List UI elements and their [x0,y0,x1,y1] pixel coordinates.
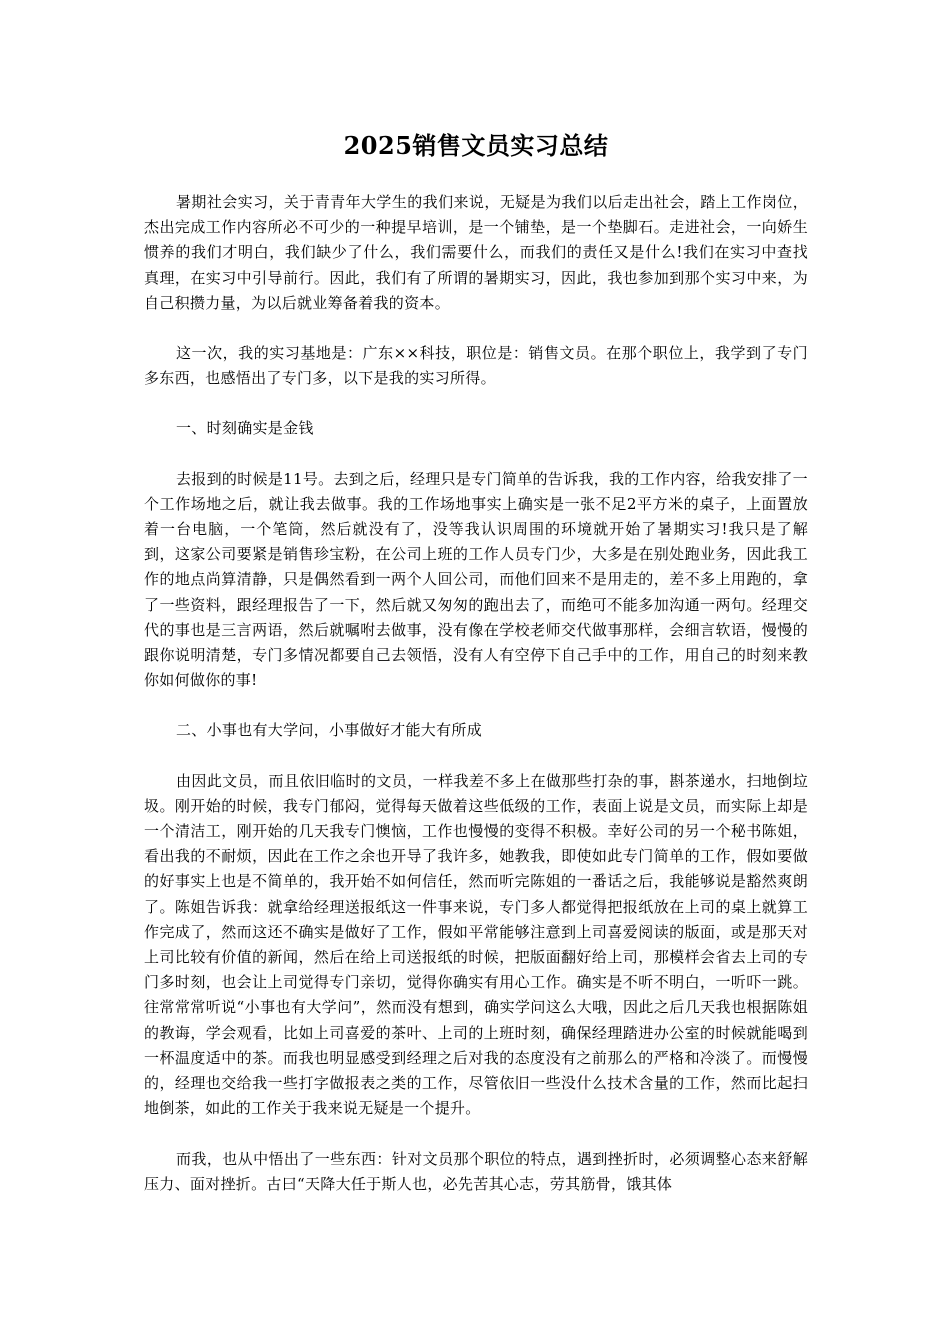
section-heading-1: 一、时刻确实是金钱 [176,419,314,438]
paragraph-section-1: 去报到的时候是11号。去到之后，经理只是专门简单的告诉我，我的工作内容，给我安排了一个工作场地之后，就让我去做事。我的工作场地事实上确实是一张不足2平方米的桌子，上面置放着一台电脑，一个笔筒，然后就没有了，没等我认识周围的环境就开始了暑期实习!我只是了解到，这家公司要紧是销售珍宝粉，在公司上班的工作人员专门少，大多是在别处跑业务，因此我工作的地点尚算清静，只是偶然看到一两个人回公司，而他们回来不是用走的，差不多上用跑的，拿了一些资料，跟经理报告了一下，然后就又匆匆的跑出去了，而绝可不能多加沟通一两句。经理交代的事也是三言两语，然后就嘱咐去做事，没有像在学校老师交代做事那样，会细言软语，慢慢的跟你说明清楚，专门多情况都要自己去领悟，没有人有空停下自己手中的工作，用自己的时刻来教你如何做你的事! [144,469,808,690]
paragraph-reflection: 而我，也从中悟出了一些东西：针对文员那个职位的特点，遇到挫折时，必须调整心态来舒解压力、面对挫折。古曰“天降大任于斯人也，必先苦其心志，劳其筋骨，饿其体 [144,1149,808,1193]
document-page [144,120,808,1222]
paragraph-internship-base: 这一次，我的实习基地是：广东××科技，职位是：销售文员。在那个职位上，我学到了专门多东西，也感悟出了专门多，以下是我的实习所得。 [144,344,808,388]
document-title: 2025销售文员实习总结 [343,131,609,160]
paragraph-intro: 暑期社会实习，关于青青年大学生的我们来说，无疑是为我们以后走出社会，踏上工作岗位，杰出完成工作内容所必不可少的一种提早培训，是一个铺垫，是一个垫脚石。走进社会，一向娇生惯养的我们才明白，我们缺少了什么，我们需要什么，而我们的责任又是什么!我们在实习中查找真理，在实习中引导前行。因此，我们有了所谓的暑期实习，因此，我也参加到那个实习中来，为自己积攒力量，为以后就业筹备着我的资本。 [144,193,808,312]
section-heading-2: 二、小事也有大学问，小事做好才能大有所成 [176,721,483,740]
paragraph-section-2: 由因此文员，而且依旧临时的文员，一样我差不多上在做那些打杂的事，斟茶递水，扫地倒垃圾。刚开始的时候，我专门郁闷，觉得每天做着这些低级的工作，表面上说是文员，而实际上却是一个清洁工，刚开始的几天我专门懊恼，工作也慢慢的变得不积极。幸好公司的另一个秘书陈姐，看出我的不耐烦，因此在工作之余也开导了我许多，她教我，即使如此专门简单的工作，假如要做的好事实上也是不简单的，我开始不如何信任，然而听完陈姐的一番话之后，我能够说是豁然爽朗了。陈姐告诉我：就拿给经理送报纸这一件事来说，专门多人都觉得把报纸放在上司的桌上就算工作完成了，然而这还不确实是做好了工作，假如平常能够注意到上司喜爱阅读的版面，或是那天对上司比较有价值的新闻，然后在给上司送报纸的时候，把版面翻好给上司，那模样会省去上司的专门多时刻，也会让上司觉得专门亲切，觉得你确实有用心工作。确实是不听不明白，一听吓一跳。往常常常听说“小事也有大学问”，然而没有想到，确实学问这么大哦，因此之后几天我也根据陈姐的教诲，学会观看，比如上司喜爱的茶叶、上司的上班时刻，确保经理踏进办公室的时候就能喝到一杯温度适中的茶。而我也明显感受到经理之后对我的态度没有之前那么的严格和冷淡了。而慢慢的，经理也交给我一些打字做报表之类的工作，尽管依旧一些没什么技术含量的工作，然而比起扫地倒茶，如此的工作关于我来说无疑是一个提升。 [144,771,808,1118]
